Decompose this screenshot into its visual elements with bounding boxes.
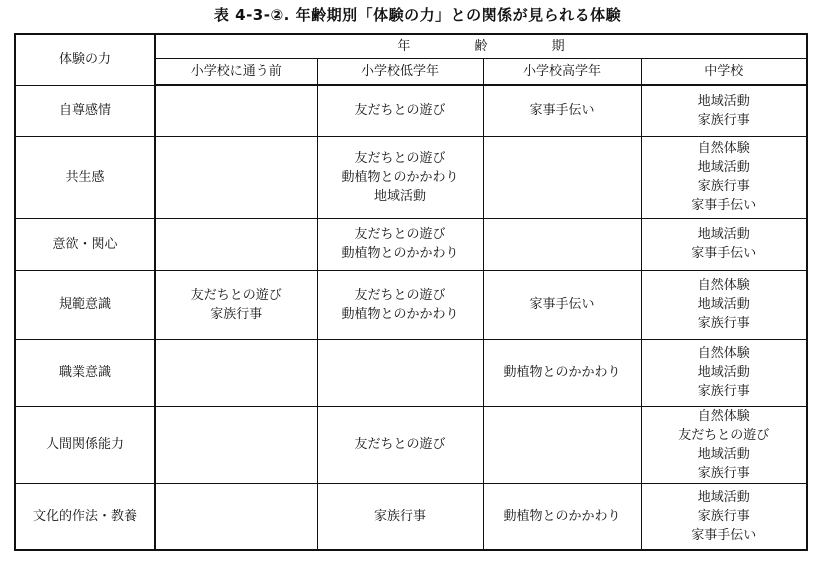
row-label: 人間関係能力 [15,406,155,483]
experience-item: 家事手伝い [529,103,595,119]
experience-item: 家事手伝い [529,297,595,312]
cell-preschool [155,339,317,406]
experience-item: 地域活動 [697,365,750,380]
column-header-preschool: 小学校に通う前 [155,58,317,85]
experience-item: 動植物とのかかわり [341,169,459,185]
cell-preschool [155,270,317,339]
age-group-header [155,34,807,58]
cell-lower-elementary [317,218,483,270]
experience-item: 地域活動 [697,446,750,462]
table-row [15,270,807,339]
cell-junior-high [641,85,807,136]
cell-lower-elementary [317,406,483,483]
column-header-junior-high: 中学校 [641,58,807,85]
row-label: 文化的作法・教養 [15,483,155,550]
cell-upper-elementary [483,218,641,270]
cell-lower-elementary [317,483,483,550]
experience-item: 家族行事 [697,179,750,194]
cell-lower-elementary [317,136,483,218]
experience-item: 地域活動 [697,227,750,242]
experience-item: 自然体験 [697,278,750,293]
experience-table [14,33,808,551]
experience-item: 家族行事 [697,508,750,524]
cell-preschool [155,85,317,136]
experience-item: 地域活動 [373,188,426,204]
row-label: 自尊感情 [15,85,155,136]
experience-item: 友だちとの遊び [354,287,446,303]
row-label: 意欲・関心 [15,218,155,270]
cell-junior-high [641,406,807,483]
experience-item: 家族行事 [697,384,750,399]
experience-item: 地域活動 [697,489,750,505]
cell-junior-high [641,136,807,218]
column-header-lower-elementary: 小学校低学年 [317,58,483,85]
table-row [15,136,807,218]
experience-item: 友だちとの遊び [354,227,446,242]
table-row [15,483,807,550]
experience-item: 自然体験 [697,141,750,156]
experience-item: 自然体験 [697,346,750,361]
cell-junior-high [641,339,807,406]
cell-upper-elementary [483,339,641,406]
table-body [15,85,807,550]
experience-item: 家事手伝い [691,527,757,543]
cell-preschool [155,136,317,218]
experience-item: 家事手伝い [691,198,757,213]
cell-upper-elementary [483,406,641,483]
cell-junior-high [641,483,807,550]
experience-item: 地域活動 [697,93,750,109]
experience-item: 家事手伝い [691,246,757,261]
experience-item: 家族行事 [697,112,750,128]
experience-item: 動植物とのかかわり [503,508,621,524]
cell-lower-elementary [317,339,483,406]
experience-item: 地域活動 [697,160,750,175]
row-label: 職業意識 [15,339,155,406]
cell-preschool [155,406,317,483]
cell-lower-elementary [317,85,483,136]
cell-upper-elementary [483,270,641,339]
experience-item: 友だちとの遊び [354,103,446,119]
age-group-label: 年 齢 期 [397,38,595,54]
row-label: 共生感 [15,136,155,218]
experience-item: 家族行事 [373,508,426,524]
experience-item: 友だちとの遊び [678,427,770,443]
table-title: 表 4-3-②. 年齢期別「体験の力」との関係が見られる体験 [213,6,622,24]
experience-item: 家族行事 [210,306,263,322]
experience-item: 動植物とのかかわり [341,306,459,322]
cell-upper-elementary [483,136,641,218]
experience-item: 家族行事 [697,465,750,481]
table-row [15,339,807,406]
cell-lower-elementary [317,270,483,339]
experience-item: 動植物とのかかわり [341,246,459,261]
experience-item: 家族行事 [697,316,750,331]
table-row [15,406,807,483]
experience-item: 友だちとの遊び [354,437,446,452]
cell-preschool [155,218,317,270]
table-row [15,218,807,270]
experience-item: 友だちとの遊び [354,150,446,166]
experience-item: 地域活動 [697,297,750,312]
corner-header: 体験の力 [15,34,155,85]
experience-item: 友だちとの遊び [190,287,282,303]
header-row-top [15,34,807,58]
row-label: 規範意識 [15,270,155,339]
cell-junior-high [641,218,807,270]
experience-item: 動植物とのかかわり [503,365,621,380]
experience-item: 自然体験 [697,408,750,424]
cell-upper-elementary [483,483,641,550]
cell-upper-elementary [483,85,641,136]
column-header-upper-elementary: 小学校高学年 [483,58,641,85]
table-row [15,85,807,136]
cell-preschool [155,483,317,550]
cell-junior-high [641,270,807,339]
